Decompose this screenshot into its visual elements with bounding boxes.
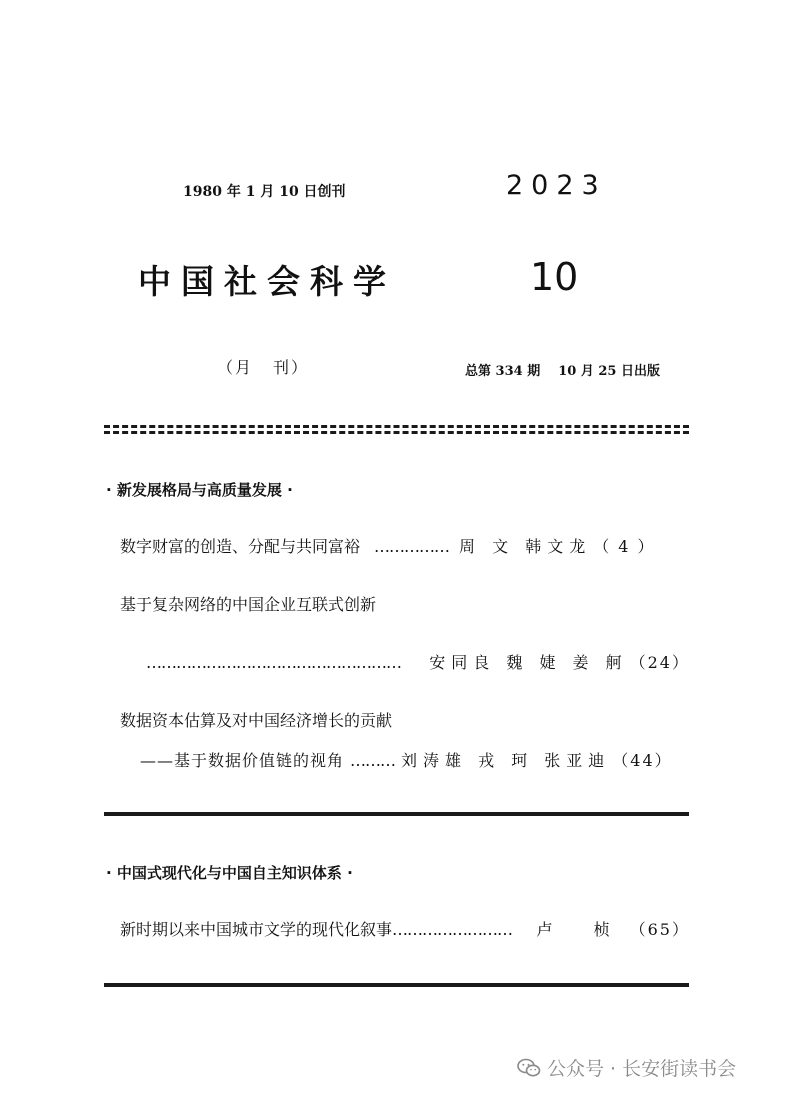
watermark	[517, 1054, 736, 1081]
article-title: 新时期以来中国城市文学的现代化叙事	[120, 920, 393, 939]
journal-title: 中国社会科学	[138, 262, 396, 301]
header-divider	[104, 425, 689, 434]
issue-info	[465, 360, 660, 379]
article-authors: 周 文 韩文龙	[459, 537, 592, 556]
frequency-open: （月	[217, 358, 254, 377]
leader-dots: ……………………………………………	[146, 653, 401, 672]
section-divider	[104, 983, 689, 987]
article-title[interactable]: 数据资本估算及对中国经济增长的贡献	[120, 711, 393, 730]
section-divider	[104, 812, 689, 816]
toc-entry[interactable]	[120, 534, 690, 557]
publication-year: 2023	[506, 170, 607, 201]
section-heading: · 中国式现代化与中国自主知识体系 ·	[106, 864, 353, 882]
leader-dots: ……………	[374, 537, 450, 556]
toc-entry-continuation[interactable]	[140, 748, 690, 771]
section-heading: · 新发展格局与高质量发展 ·	[106, 481, 293, 499]
frequency-label	[217, 355, 309, 378]
watermark-text: 公众号 · 长安街读书会	[547, 1058, 737, 1080]
article-page: （ 4 ）	[593, 537, 656, 556]
founded-date: 1980 年 1 月 10 日创刊	[183, 184, 346, 200]
frequency-close: 刊）	[273, 358, 310, 377]
total-issue: 总第 334 期	[465, 364, 541, 379]
article-page: （44）	[612, 751, 673, 770]
toc-entry-continuation[interactable]	[146, 650, 690, 673]
article-page: （65）	[629, 920, 690, 939]
leader-dots: ……………………	[392, 920, 513, 939]
toc-entry[interactable]	[120, 917, 690, 940]
wechat-icon	[517, 1058, 541, 1078]
article-subtitle: ——基于数据价值链的视角	[140, 751, 345, 770]
article-title: 数字财富的创造、分配与共同富裕	[120, 537, 361, 556]
article-authors: 卢 桢	[536, 920, 628, 939]
article-authors: 刘涛雄 戎 珂 张亚迪	[401, 751, 611, 770]
article-authors: 安同良 魏 婕 姜 舸	[429, 653, 628, 672]
publish-date: 10 月 25 日出版	[558, 364, 660, 379]
issue-number: 10	[530, 255, 579, 299]
leader-dots: ………	[350, 751, 396, 770]
article-title[interactable]: 基于复杂网络的中国企业互联式创新	[120, 595, 377, 614]
article-page: （24）	[629, 653, 690, 672]
